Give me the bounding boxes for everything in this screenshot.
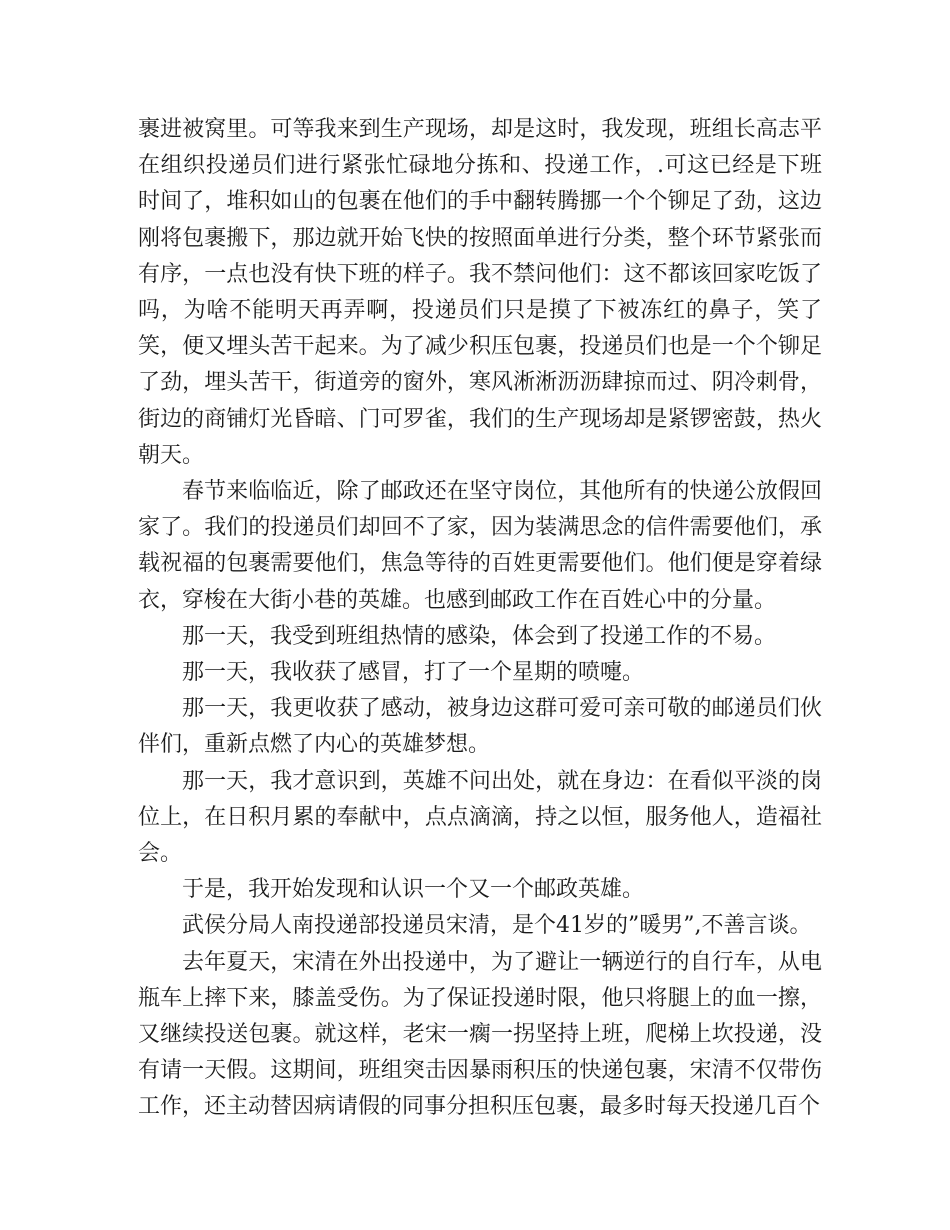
paragraph: 春节来临临近，除了邮政还在坚守岗位，其他所有的快递公放假回家了。我们的投递员们却回不了家，因为装满思念的信件需要他们，承载祝福的包裹需要他们，焦急等待的百姓更需要他们。他们便是穿着绿衣，穿梭在大街小巷的英雄。也感到邮政工作在百姓心中的分量。: [138, 479, 822, 613]
paragraph: 于是，我开始发现和认识一个又一个邮政英雄。: [182, 877, 645, 903]
document-body: [138, 112, 822, 1126]
paragraph: 去年夏天，宋清在外出投递中，为了避让一辆逆行的自行车，从电瓶车上摔下来，膝盖受伤。为了保证投递时限，他只将腿上的血一擦，又继续投送包裹。就这样，老宋一瘸一拐坚持上班，爬梯上坎投递，没有请一天假。这期间，班组突击因暴雨积压的快递包裹，宋清不仅带伤工作，还主动替因病请假的同事分担积压包裹，最多时每天投递几百个: [138, 949, 822, 1120]
paragraph: 那一天，我收获了感冒，打了一个星期的喷嚏。: [182, 660, 645, 686]
paragraph: 那一天，我才意识到，英雄不问出处，就在身边：在看似平淡的岗位上，在日积月累的奉献中，点点滴滴，持之以恒，服务他人，造福社会。: [138, 768, 822, 867]
paragraph: 裹进被窝里。可等我来到生产现场，却是这时，我发现，班组长高志平在组织投递员们进行紧张忙碌地分拣和、投递工作，.可这已经是下班时间了，堆积如山的包裹在他们的手中翻转腾挪一个个铆足了劲，这边刚将包裹搬下，那边就开始飞快的按照面单进行分类，整个环节紧张而有序，一点也没有快下班的样子。我不禁问他们：这不都该回家吃饭了吗，为啥不能明天再弄啊，投递员们只是摸了下被冻红的鼻子，笑了笑，便又埋头苦干起来。为了减少积压包裹，投递员们也是一个个铆足了劲，埋头苦干，街道旁的窗外，寒风淅淅沥沥肆掠而过、阴冷刺骨，街边的商铺灯光昏暗、门可罗雀，我们的生产现场却是紧锣密鼓，热火朝天。: [138, 117, 822, 468]
paragraph: 那一天，我更收获了感动，被身边这群可爱可亲可敬的邮递员们伙伴们，重新点燃了内心的英雄梦想。: [138, 696, 822, 758]
paragraph: 那一天，我受到班组热情的感染，体会到了投递工作的不易。: [182, 623, 777, 649]
paragraph: 武侯分局人南投递部投递员宋清，是个41岁的”暖男”,不善言谈。: [182, 913, 812, 939]
